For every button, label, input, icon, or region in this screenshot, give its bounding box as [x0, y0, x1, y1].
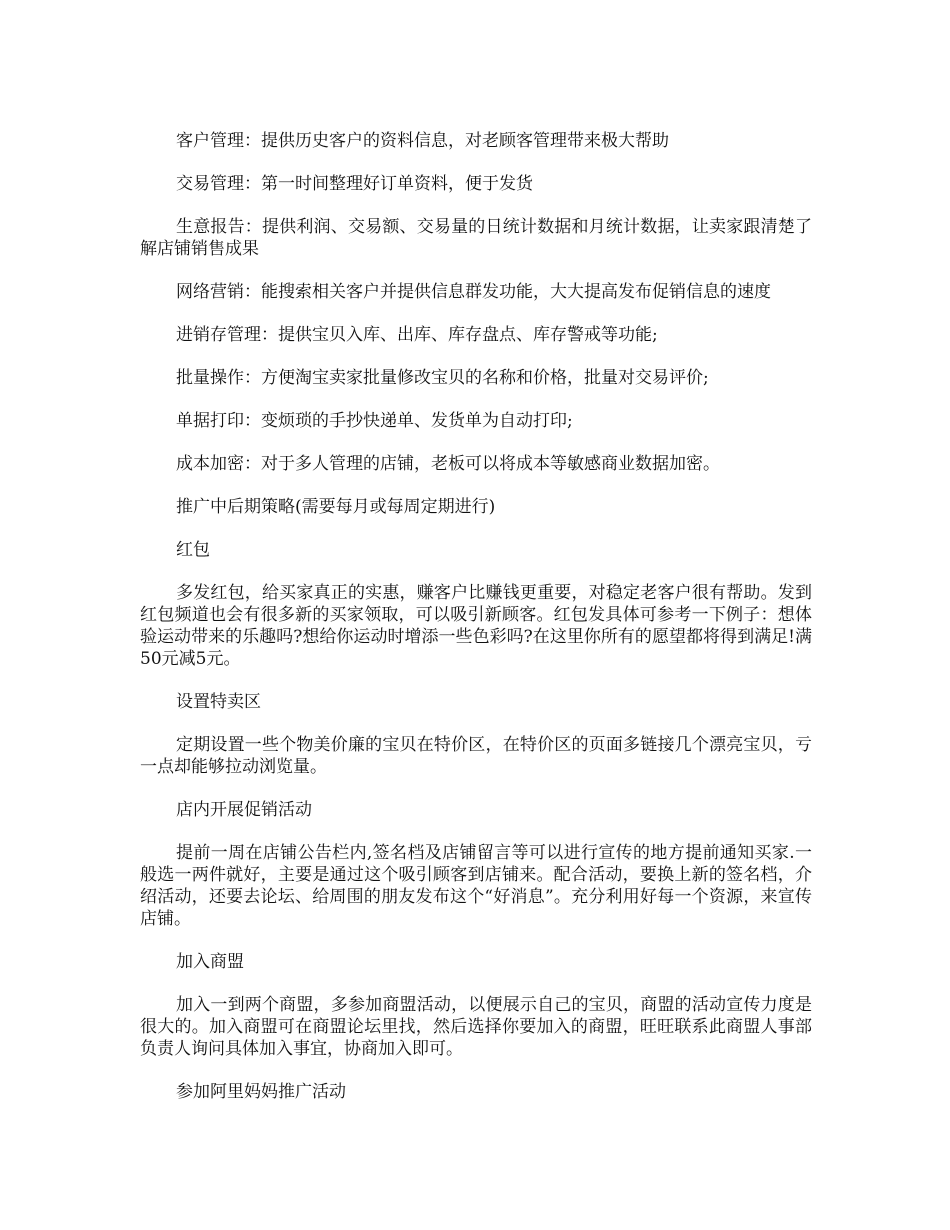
- document-body: [140, 130, 812, 1124]
- paragraph-red-envelope: 多发红包，给买家真正的实惠，赚客户比赚钱更重要，对稳定老客户很有帮助。发到红包频道也会有很多新的买家领取，可以吸引新顾客。红包发具体可参考一下例子：想体验运动带来的乐趣吗?想给你运动时增添一些色彩吗?在这里你所有的愿望都将得到满足!满50元减5元。: [140, 583, 812, 669]
- paragraph-in-store-promotion: 提前一周在店铺公告栏内,签名档及店铺留言等可以进行宣传的地方提前通知买家.一般选一两件就好，主要是通过这个吸引顾客到店铺来。配合活动，要换上新的签名档，介绍活动，还要去论坛、给周围的朋友发布这个“好消息”。充分利用好每一个资源，来宣传店铺。: [140, 843, 812, 929]
- paragraph-document-printing: 单据打印：变烦琐的手抄快递单、发货单为自动打印;: [176, 411, 573, 431]
- paragraph-customer-management: 客户管理：提供历史客户的资料信息，对老顾客管理带来极大帮助: [176, 131, 669, 151]
- heading-alimama-promotion: 参加阿里妈妈推广活动: [176, 1082, 346, 1102]
- paragraph-join-alliance: 加入一到两个商盟，多参加商盟活动，以便展示自己的宝贝，商盟的活动宣传力度是很大的。加入商盟可在商盟论坛里找，然后选择你要加入的商盟，旺旺联系此商盟人事部负责人询问具体加入事宜，协商加入即可。: [140, 995, 812, 1059]
- paragraph-batch-operations: 批量操作：方便淘宝卖家批量修改宝贝的名称和价格，批量对交易评价;: [176, 368, 709, 388]
- paragraph-transaction-management: 交易管理：第一时间整理好订单资料，便于发货: [176, 174, 533, 194]
- heading-late-stage-strategy: 推广中后期策略(需要每月或每周定期进行): [176, 497, 496, 517]
- paragraph-business-report: 生意报告：提供利润、交易额、交易量的日统计数据和月统计数据，让卖家跟清楚了解店铺销售成果: [140, 217, 812, 259]
- paragraph-special-sale-area: 定期设置一些个物美价廉的宝贝在特价区，在特价区的页面多链接几个漂亮宝贝，亏一点却能够拉动浏览量。: [140, 735, 812, 777]
- heading-special-sale-area: 设置特卖区: [176, 692, 261, 712]
- paragraph-inventory-management: 进销存管理：提供宝贝入库、出库、库存盘点、库存警戒等功能;: [176, 325, 658, 345]
- heading-join-alliance: 加入商盟: [176, 952, 244, 972]
- paragraph-cost-encryption: 成本加密：对于多人管理的店铺，老板可以将成本等敏感商业数据加密。: [176, 454, 720, 474]
- heading-in-store-promotion: 店内开展促销活动: [176, 800, 312, 820]
- paragraph-online-marketing: 网络营销：能搜索相关客户并提供信息群发功能，大大提高发布促销信息的速度: [176, 282, 771, 302]
- heading-red-envelope: 红包: [176, 540, 210, 560]
